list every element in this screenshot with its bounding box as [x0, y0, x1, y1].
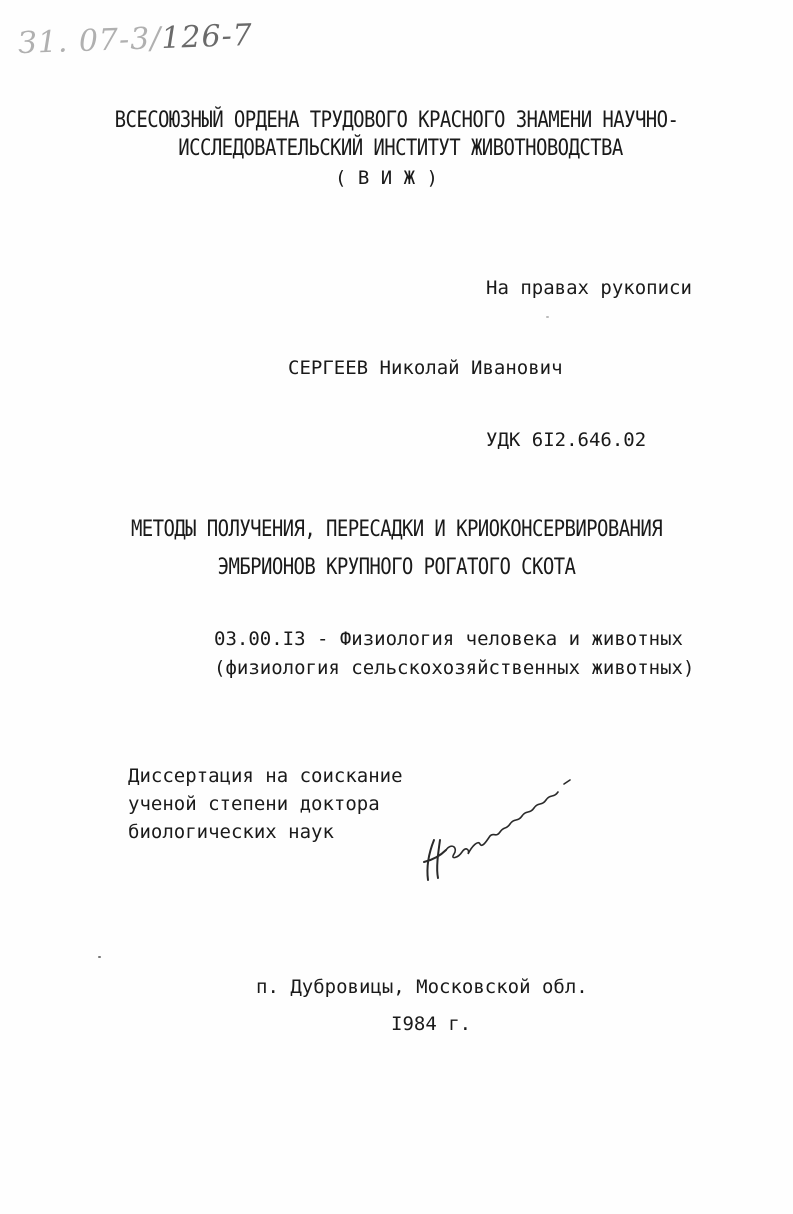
institution-line-2: ИССЛЕДОВАТЕЛЬСКИЙ ИНСТИТУТ ЖИВОТНОВОДСТВА — [178, 135, 623, 162]
handwritten-catalog-code: 126-7 — [160, 17, 254, 57]
paper-speck — [546, 316, 549, 318]
institution-abbreviation: ( В И Ж ) — [335, 167, 438, 189]
paper-speck — [98, 956, 101, 958]
handwritten-catalog-prefix: З1. 07-3/ — [17, 21, 162, 62]
degree-line-3: биологических наук — [128, 821, 334, 843]
handwritten-signature — [418, 770, 578, 890]
specialty-line-1: 03.00.I3 - Физиология человека и животных — [214, 628, 683, 650]
dissertation-title-line-2: ЭМБРИОНОВ КРУПНОГО РОГАТОГО СКОТА — [217, 554, 576, 581]
place-of-publication: п. Дубровицы, Московской обл. — [256, 976, 588, 998]
specialty-line-2: (физиология сельскохозяйственных животных) — [214, 657, 695, 679]
year-of-publication: I984 г. — [391, 1013, 472, 1035]
dissertation-title-line-1: МЕТОДЫ ПОЛУЧЕНИЯ, ПЕРЕСАДКИ И КРИОКОНСЕРВИРОВАНИЯ — [130, 516, 663, 543]
manuscript-rights-note: На правах рукописи — [486, 277, 692, 299]
author-name: СЕРГЕЕВ Николай Иванович — [288, 357, 563, 379]
degree-line-2: ученой степени доктора — [128, 793, 380, 815]
handwritten-catalog-number — [17, 18, 253, 61]
institution-line-1: ВСЕСОЮЗНЫЙ ОРДЕНА ТРУДОВОГО КРАСНОГО ЗНАМЕНИ НАУЧНО- — [114, 107, 679, 134]
udc-code: УДК 6I2.646.02 — [486, 429, 647, 451]
degree-line-1: Диссертация на соискание — [128, 765, 403, 787]
